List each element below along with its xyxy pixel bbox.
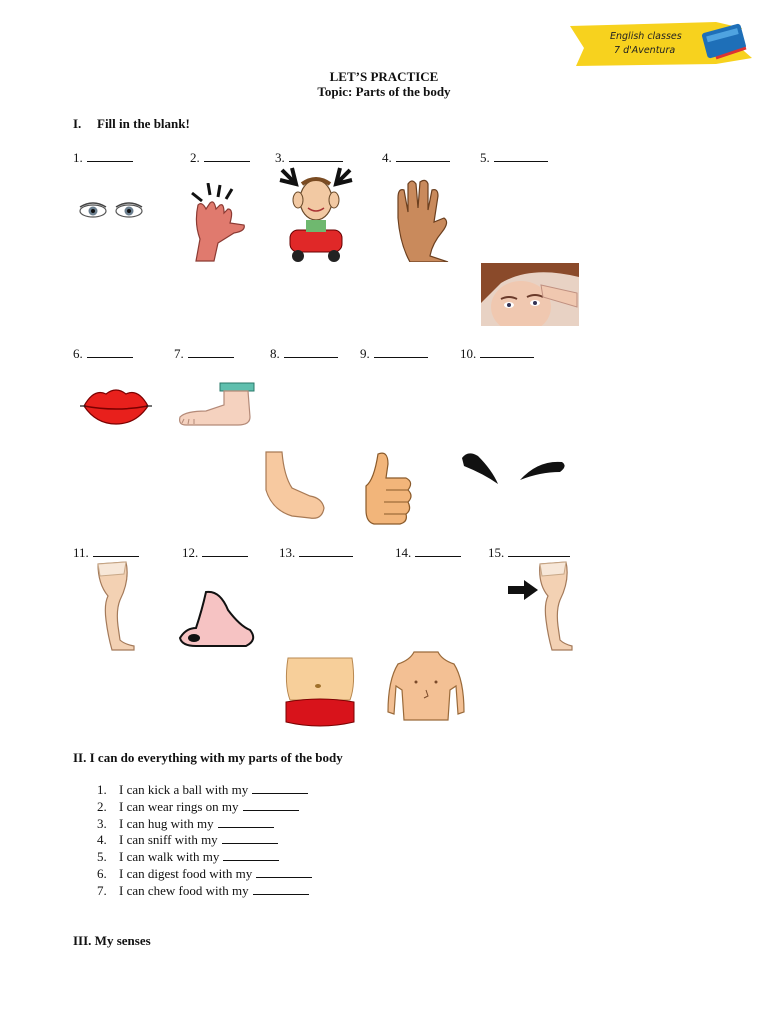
blank-9[interactable]	[360, 346, 428, 362]
blank-number: 1.	[73, 150, 83, 165]
logo-line-2: 7 d'Aventura	[614, 45, 676, 56]
blank-number: 4.	[382, 150, 392, 165]
list-item[interactable]	[97, 799, 312, 816]
blank-number: 6.	[73, 346, 83, 361]
blank-10[interactable]	[460, 346, 534, 362]
blank-11[interactable]	[73, 545, 139, 561]
section-2-heading: II. I can do everything with my parts of the body	[73, 750, 343, 765]
item-number: 5.	[97, 849, 107, 865]
leg-icon	[94, 560, 138, 652]
blank-number: 9.	[360, 346, 370, 361]
arm-icon	[262, 450, 326, 524]
lips-icon	[80, 384, 152, 428]
list-item[interactable]	[97, 782, 312, 799]
blank-number: 8.	[270, 346, 280, 361]
item-number: 4.	[97, 832, 107, 848]
item-number: 6.	[97, 865, 107, 881]
blank-number: 3.	[275, 150, 285, 165]
hand-icon	[386, 178, 450, 262]
list-item[interactable]	[97, 849, 312, 866]
blank-number: 10.	[460, 346, 477, 361]
item-text: I can sniff with my	[119, 832, 218, 848]
foot-icon	[176, 381, 256, 429]
section-1-heading: Fill in the blank!	[97, 116, 190, 131]
item-number: 3.	[97, 815, 107, 831]
blank-number: 13.	[279, 545, 296, 560]
item-text: I can digest food with my	[119, 865, 253, 881]
blank-6[interactable]	[73, 346, 133, 362]
blank-14[interactable]	[395, 545, 461, 561]
blank-8[interactable]	[270, 346, 338, 362]
section-1-number: I.	[73, 116, 82, 131]
list-item[interactable]	[97, 816, 312, 833]
logo-text	[610, 30, 700, 58]
blank-4[interactable]	[382, 150, 450, 166]
chest-icon	[384, 650, 468, 722]
blank-number: 7.	[174, 346, 184, 361]
item-number: 1.	[97, 782, 107, 797]
fingers-icon	[188, 183, 248, 263]
item-text: I can kick a ball with my	[119, 782, 249, 797]
item-text: I can hug with my	[119, 815, 214, 831]
section-3-heading: III. My senses	[73, 933, 151, 948]
item-number: 2.	[97, 798, 107, 814]
item-text: I can walk with my	[119, 849, 220, 865]
list-item[interactable]	[97, 866, 312, 883]
blank-13[interactable]	[279, 545, 353, 561]
logo-line-1: English classes	[610, 31, 682, 42]
blank-number: 15.	[488, 545, 505, 560]
blank-number: 14.	[395, 545, 412, 560]
list-item[interactable]	[97, 883, 312, 900]
ears-icon	[276, 164, 356, 266]
blank-number: 2.	[190, 150, 200, 165]
blank-12[interactable]	[182, 545, 248, 561]
eyebrows-icon	[458, 450, 568, 490]
item-text: I can chew food with my	[119, 882, 249, 898]
blank-number: 5.	[480, 150, 490, 165]
blank-1[interactable]	[73, 150, 133, 166]
blank-15[interactable]	[488, 545, 570, 561]
sentence-list	[97, 782, 312, 900]
belly-icon	[282, 654, 358, 730]
thumb-icon	[360, 450, 414, 526]
eyes-icon	[76, 196, 146, 226]
nose-icon	[176, 590, 258, 650]
forehead-icon	[481, 263, 579, 326]
item-number: 7.	[97, 882, 107, 898]
list-item[interactable]	[97, 832, 312, 849]
item-text: I can wear rings on my	[119, 798, 239, 814]
blank-5[interactable]	[480, 150, 548, 166]
blank-number: 12.	[182, 545, 199, 560]
page-title: LET’S PRACTICE	[329, 69, 439, 84]
blank-number: 11.	[73, 545, 89, 560]
blank-2[interactable]	[190, 150, 250, 166]
page-topic: Topic: Parts of the body	[317, 84, 451, 99]
blank-7[interactable]	[174, 346, 234, 362]
knee-icon	[506, 560, 576, 652]
